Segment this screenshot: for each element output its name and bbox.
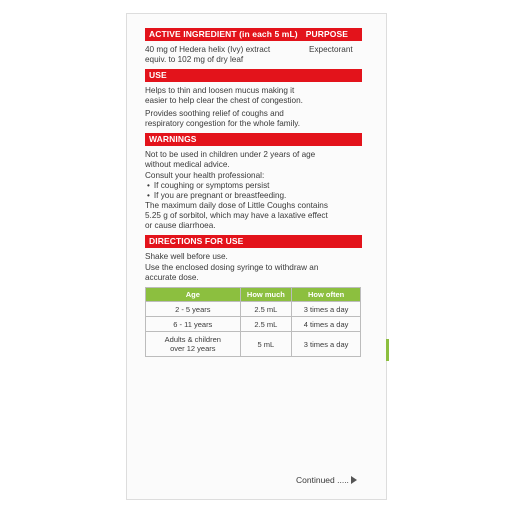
age-cell: 2 - 5 years [146,302,241,317]
frequency-cell: 3 times a day [292,332,361,357]
warning-text: or cause diarrhoea. [145,221,216,230]
purpose-value: Expectorant [309,45,353,54]
leaflet-content [145,28,362,357]
directions-text: Shake well before use. [145,252,228,261]
directions-text: accurate dose. [145,273,199,282]
purpose-title: PURPOSE [305,29,348,39]
directions-header [145,235,362,248]
ingredient-line: equiv. to 102 mg of dry leaf [145,55,244,64]
use-title: USE [149,70,167,80]
amount-cell: 2.5 mL [240,302,292,317]
frequency-cell: 3 times a day [292,302,361,317]
warning-text: 5.25 g of sorbitol, which may have a laxative effect [145,211,328,220]
play-triangle-icon [351,476,357,484]
column-header-how-often: How often [292,288,361,302]
use-text: respiratory congestion for the whole family. [145,119,301,128]
warnings-section [145,150,362,231]
warning-text: The maximum daily dose of Little Coughs contains [145,201,328,210]
table-header-row [146,288,361,302]
continued-label: Continued ..... [296,475,349,485]
use-text: easier to help clear the chest of congestion. [145,96,303,105]
use-header [145,69,362,82]
age-cell: Adults & children over 12 years [146,332,241,357]
warning-text: Consult your health professional: [145,171,265,180]
age-cell: 6 - 11 years [146,317,241,332]
warning-bullet: • If coughing or symptoms persist [145,181,362,191]
dosing-table [145,287,361,357]
active-ingredient-row [145,45,362,65]
continued-link[interactable] [296,475,357,485]
use-text: Provides soothing relief of coughs and [145,109,284,118]
use-text: Helps to thin and loosen mucus making it [145,86,295,95]
amount-cell: 2.5 mL [240,317,292,332]
warning-text: without medical advice. [145,160,230,169]
warning-text: Not to be used in children under 2 years of age [145,150,316,159]
warnings-title: WARNINGS [149,134,197,144]
directions-title: DIRECTIONS FOR USE [149,236,244,246]
directions-section [145,252,362,283]
table-row [146,302,361,317]
column-header-how-much: How much [240,288,292,302]
warnings-header [145,133,362,146]
frequency-cell: 4 times a day [292,317,361,332]
ingredient-description [145,45,305,65]
table-row [146,317,361,332]
directions-text: Use the enclosed dosing syringe to withdraw an [145,263,319,272]
ingredient-line: 40 mg of Hedera helix (Ivy) extract [145,45,271,54]
active-ingredient-title: ACTIVE INGREDIENT (in each 5 mL) [149,29,298,39]
amount-cell: 5 mL [240,332,292,357]
table-row [146,332,361,357]
active-ingredient-header [145,28,362,41]
use-section [145,86,362,129]
side-tab-marker [386,339,389,361]
warning-bullet: • If you are pregnant or breastfeeding. [145,191,362,201]
column-header-age: Age [146,288,241,302]
